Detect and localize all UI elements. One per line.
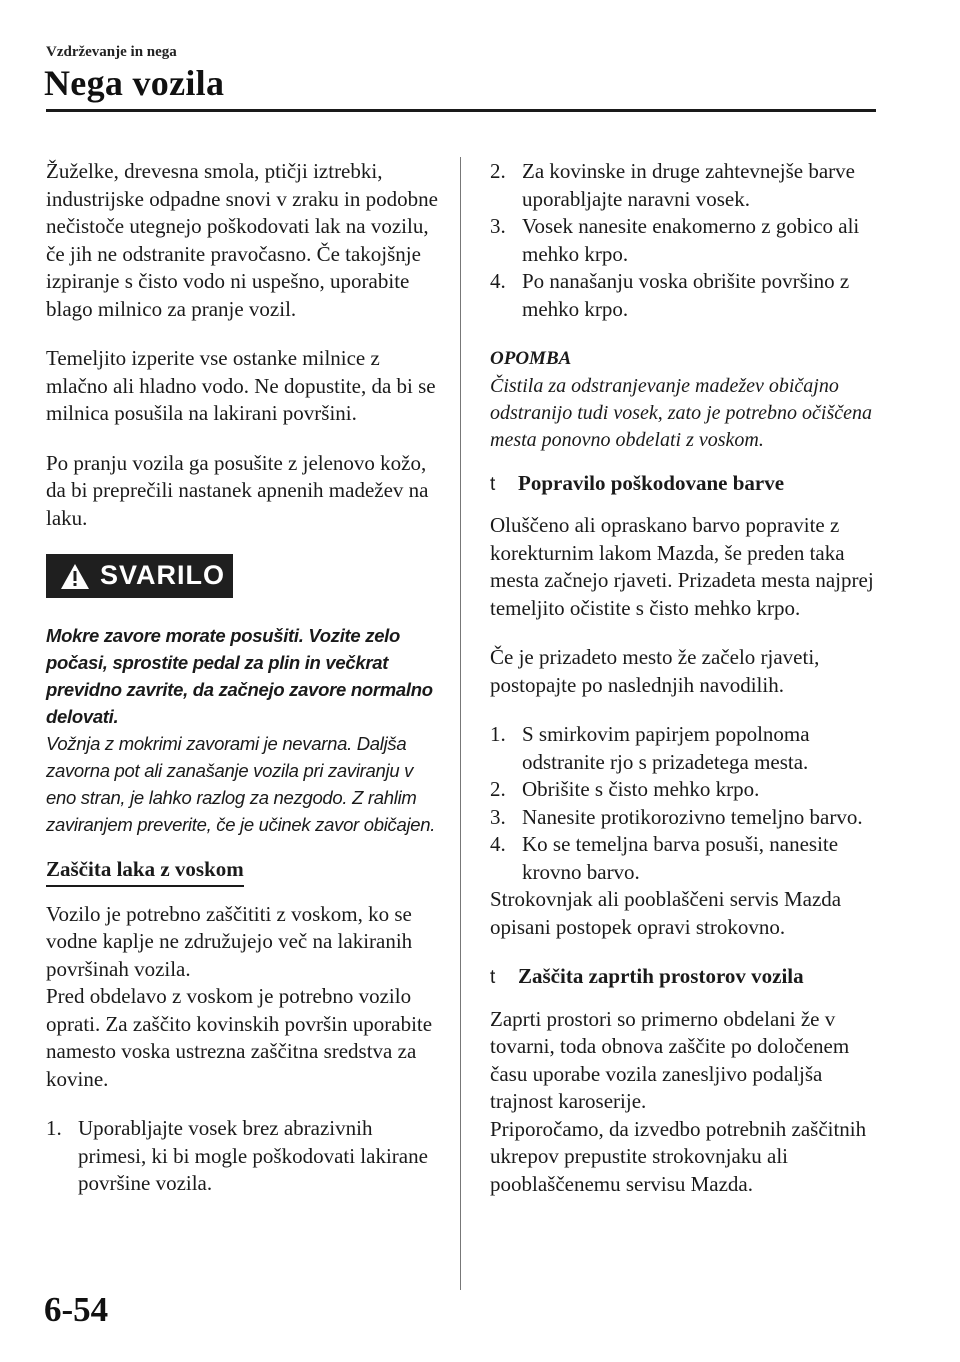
step-number: 1. xyxy=(46,1116,62,1140)
warning-bold-text: Mokre zavore morate posušiti. Vozite zelo počasi, sprostite pedal za plin in večkrat previdno zavrite, da začnejo zavore normalno delovati. xyxy=(46,625,433,727)
paragraph-contaminants: Žuželke, drevesna smola, ptičji iztrebki, industrijske odpadne snovi v zraku in podobne nečistoče utegnejo poškodovati lak na vozilu, če jih ne odstranite pravočasno. Če takojšnje izpiranje s čisto vodo ni uspešno, uporabite blago milnico za pranje vozil. xyxy=(46,159,438,321)
paragraph-rinse: Temeljito izperite vse ostanke milnice z mlačno ali hladno vodo. Ne dopustite, da bi se milnica posušila na lakirani površini. xyxy=(46,346,436,425)
cavity-protection-para-1: Zaprti prostori so primerno obdelani že v tovarni, toda obnova zaščite po določenem času uporabe vozila zanesljivo podaljša trajnost karoserije. xyxy=(490,1006,850,1113)
list-item xyxy=(490,776,890,804)
paint-repair-closing: Strokovnjak ali pooblaščeni servis Mazda opisani postopek opravi strokovno. xyxy=(490,887,842,939)
wax-intro: Vozilo je potrebno zaščititi z voskom, ko se vodne kaplje ne združujejo več na lakiranih površinah vozila. xyxy=(46,901,413,981)
title-divider xyxy=(46,109,876,112)
list-item xyxy=(490,158,890,213)
paint-repair-heading xyxy=(490,470,890,499)
list-item xyxy=(490,804,890,832)
paragraph-dry: Po pranju vozila ga posušite z jelenovo kožo, da bi preprečili nastanek apnenih madežev na laku. xyxy=(46,450,429,530)
step-text: Uporabljajte vosek brez abrazivnih primesi, ki bi mogle poškodovati lakirane površine vozila. xyxy=(78,1116,428,1195)
step-text: Ko se temeljna barva posuši, nanesite krovno barvo. xyxy=(522,832,839,884)
left-column xyxy=(46,158,441,1198)
list-item xyxy=(490,721,890,776)
step-text: Obrišite s čisto mehko krpo. xyxy=(522,777,760,801)
section-marker-icon: t xyxy=(490,473,496,495)
step-number: 4. xyxy=(490,269,506,293)
cavity-protection-para-2: Priporočamo, da izvedbo potrebnih zaščitnih ukrepov prepustite strokovnjaku ali pooblaščenemu servisu Mazda. xyxy=(490,1116,867,1196)
step-number: 3. xyxy=(490,214,506,238)
page-title: Nega vozila xyxy=(44,63,225,103)
wax-steps-list xyxy=(46,1115,441,1198)
paint-repair-steps xyxy=(490,721,890,886)
paint-repair-heading-text: Popravilo poškodovane barve xyxy=(518,470,785,495)
page-number: 6-54 xyxy=(44,1290,109,1329)
step-number: 3. xyxy=(490,804,506,829)
list-item xyxy=(490,831,890,886)
warning-label: SVARILO xyxy=(100,560,226,591)
section-label: Vzdrževanje in nega xyxy=(46,44,177,60)
section-marker-icon: t xyxy=(490,967,496,988)
note-label: OPOMBA xyxy=(490,348,572,369)
wax-steps-continued xyxy=(490,158,890,323)
warning-triangle-icon xyxy=(60,563,90,590)
paint-repair-para-1: Oluščeno ali opraskano barvo popravite z korekturnim lakom Mazda, še preden taka mesta začnejo rjaveti. Prizadeta mesta najprej temeljito očistite s čisto mehko krpo. xyxy=(490,513,874,620)
list-item xyxy=(46,1115,441,1198)
cavity-protection-heading-text: Zaščita zaprtih prostorov vozila xyxy=(518,964,804,988)
list-item xyxy=(490,268,890,323)
step-text: Po nanašanju voska obrišite površino z mehko krpo. xyxy=(522,269,850,321)
right-column xyxy=(490,158,890,1198)
wax-intro-2: Pred obdelavo z voskom je potrebno vozilo oprati. Za zaščito kovinskih površin uporabite namesto voska ustrezna zaščitna sredstva za kovine. xyxy=(46,984,433,1091)
warning-badge xyxy=(46,554,233,598)
note-text: Čistila za odstranjevanje madežev običajno odstranijo tudi vosek, zato je potrebno očiščena mesta ponovno obdelati z voskom. xyxy=(490,374,872,451)
cavity-protection-heading xyxy=(490,963,890,992)
step-text: S smirkovim papirjem popolnoma odstranite rjo s prizadetega mesta. xyxy=(522,722,810,774)
step-text: Za kovinske in druge zahtevnejše barve uporabljajte naravni vosek. xyxy=(522,159,855,211)
step-text: Nanesite protikorozivno temeljno barvo. xyxy=(522,804,863,829)
step-number: 1. xyxy=(490,722,506,746)
list-item xyxy=(490,213,890,268)
step-number: 4. xyxy=(490,832,506,856)
paint-repair-para-2: Če je prizadeto mesto že začelo rjaveti, postopajte po naslednjih navodilih. xyxy=(490,645,820,697)
step-text: Vosek nanesite enakomerno z gobico ali mehko krpo. xyxy=(522,214,860,266)
column-divider xyxy=(460,157,461,1290)
step-number: 2. xyxy=(490,159,506,183)
wax-section-heading: Zaščita laka z voskom xyxy=(46,856,244,887)
warning-body-text: Vožnja z mokrimi zavorami je nevarna. Daljša zavorna pot ali zanašanje vozila pri zaviranju v eno stran, je lahko razlog za nezgodo. Z rahlim zaviranjem preverite, če je učinek zavor običajen. xyxy=(46,733,436,835)
step-number: 2. xyxy=(490,777,506,801)
